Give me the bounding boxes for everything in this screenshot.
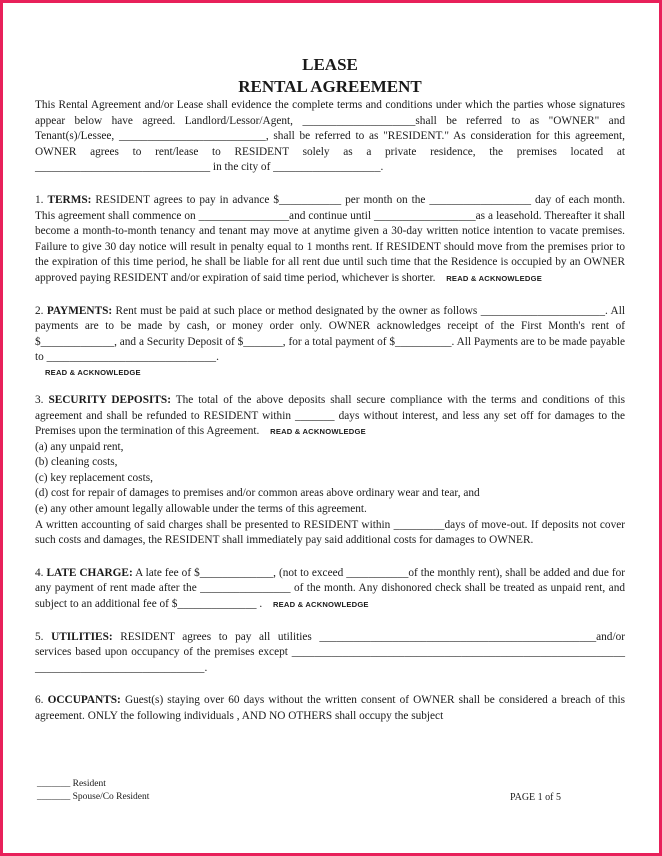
- late-heading: LATE CHARGE:: [46, 566, 133, 579]
- payments-number: 2.: [35, 304, 44, 317]
- document-page: [35, 54, 625, 725]
- terms-heading: TERMS:: [47, 193, 92, 206]
- list-item: (a) any unpaid rent,: [35, 440, 124, 453]
- page-footer: [37, 778, 625, 804]
- section-utilities: [35, 630, 625, 677]
- ack-late: READ & ACKNOWLEDGE: [272, 600, 369, 610]
- spouse-initials: _______ Spouse/Co Resident: [37, 792, 150, 802]
- section-terms: [35, 193, 625, 287]
- occupants-heading: OCCUPANTS:: [47, 694, 121, 707]
- title-rental-agreement: RENTAL AGREEMENT: [238, 77, 422, 96]
- title-lease: LEASE: [302, 55, 358, 74]
- section-security: [35, 393, 625, 440]
- section-payments: [35, 304, 625, 366]
- payments-heading: PAYMENTS:: [46, 304, 113, 317]
- ack-security: READ & ACKNOWLEDGE: [270, 427, 366, 437]
- security-number: 3.: [35, 393, 44, 406]
- list-item: (b) cleaning costs,: [35, 456, 118, 469]
- intro-paragraph: This Rental Agreement and/or Lease shall evidence the complete terms and conditions under which the parties whose signatures appear below have agreed. Landlord/Lessor/Agent, ____________________shall be referred to as "OWNER" and Tenant(s)/Lessee, __________________________, shall be referred to as "RESIDENT." As consideration for this agreement, OWNER agrees to rent/lease to RESIDENT solely as a private residence, the premises located at _______________________________ in the city of ___________________.: [35, 99, 625, 174]
- late-number: 4.: [35, 566, 44, 579]
- security-heading: SECURITY DEPOSITS:: [48, 393, 171, 406]
- utilities-number: 5.: [35, 630, 44, 643]
- section-occupants: [35, 693, 625, 724]
- ack-terms: READ & ACKNOWLEDGE: [446, 273, 542, 283]
- terms-text: RESIDENT agrees to pay in advance $___________ per month on the __________________ day of each month. This agreement shall commence on ________________and continue until __________________as a leasehold. Thereafter it shall become a month-to-month tenancy and tenant may move at anytime given a 30-day written notice intention to vacate premises. Failure to give 30 day notice will result in penalty equal to 1 months rent. If RESIDENT should move from the premises prior to the expiration of this time period, he shall be liable for all rent due until such time that the Residence is occupied by an OWNER approved paying RESIDENT and/or expiration of said time period, whichever is shorter.: [35, 193, 626, 284]
- payments-text: Rent must be paid at such place or method designated by the owner as follows ______________________. All payments are to be made by cash, or money order only. OWNER acknowledges receipt of the First Month's rent of $_____________, and a Security Deposit of $_______, for a total payment of $__________. All Payments are to be made payable to ______________________________.: [35, 304, 625, 364]
- page-number: PAGE 1 of 5: [509, 792, 561, 803]
- resident-initials: _______ Resident: [37, 779, 106, 789]
- list-item: (c) key replacement costs,: [35, 471, 153, 484]
- list-item: (e) any other amount legally allowable under the terms of this agreement.: [35, 503, 367, 516]
- occupants-number: 6.: [35, 694, 44, 707]
- late-text: A late fee of $_____________, (not to exceed ___________of the monthly rent), shall be added and due for any payment of rent made after the ________________ of the month. Any dishonored check shall be treated as unpaid rent, and subject to an additional fee of $______________ .: [35, 566, 625, 611]
- utilities-heading: UTILITIES:: [51, 630, 113, 643]
- utilities-text: RESIDENT agrees to pay all utilities _________________________________________________and/or services based upon occupancy of the premises except ___________________________________________________________ ______________________________.: [35, 630, 626, 674]
- list-item: (d) cost for repair of damages to premises and/or common areas above ordinary wear and tear, and: [35, 487, 480, 500]
- security-text: The total of the above deposits shall secure compliance with the terms and conditions of this agreement and shall be refunded to RESIDENT within _______ days without interest, and less any set off for damages to the Premises upon the termination of this Agreement.: [35, 393, 625, 438]
- ack-payments: READ & ACKNOWLEDGE: [45, 367, 141, 377]
- section-late-charge: [35, 566, 625, 613]
- terms-number: 1.: [35, 193, 44, 206]
- occupants-text: Guest(s) staying over 60 days without the written consent of OWNER shall be considered a breach of this agreement. ONLY the following individuals , AND NO OTHERS shall occupy the subject: [35, 694, 626, 722]
- security-closing: A written accounting of said charges shall be presented to RESIDENT within _________days of move-out. If deposits not cover such costs and damages, the RESIDENT shall immediately pay said additional costs for damages to OWNER.: [35, 518, 625, 547]
